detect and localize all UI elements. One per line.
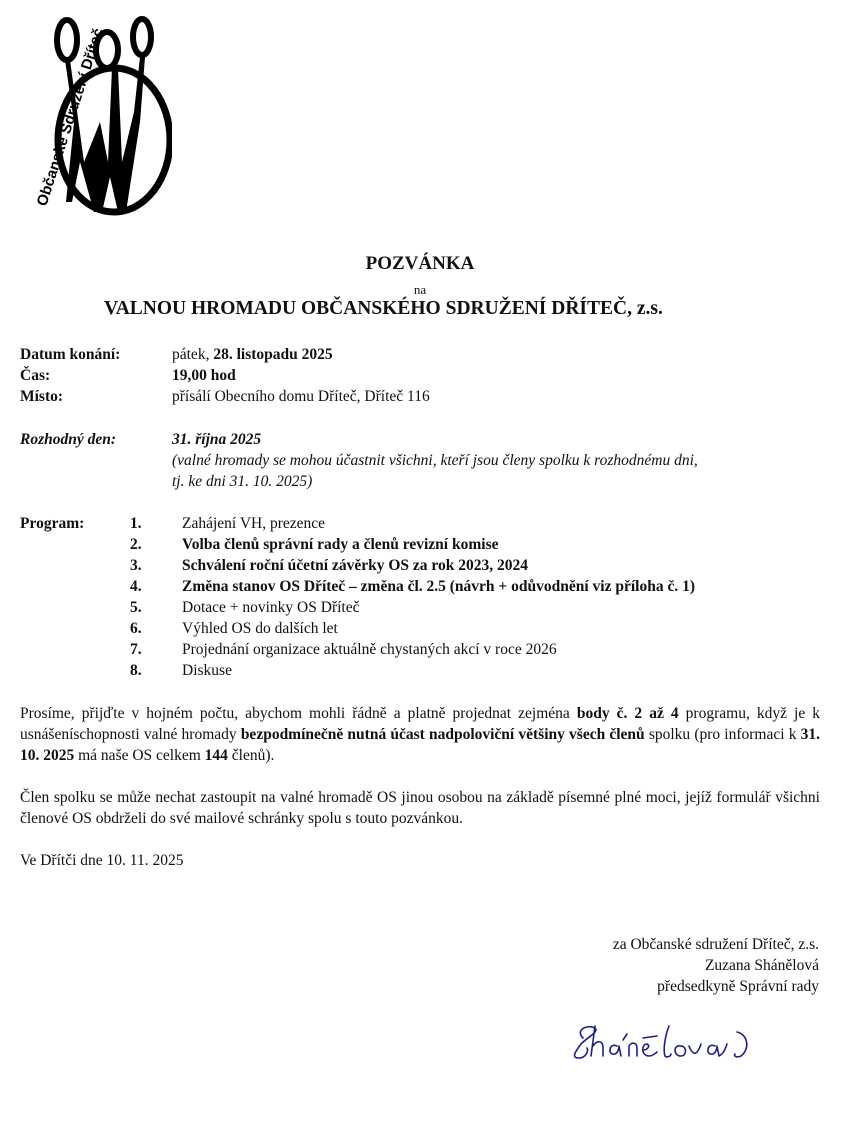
program-item-text: Diskuse	[182, 662, 232, 679]
signature-name: Zuzana Shánělová	[704, 957, 819, 974]
program-item-text: Volba členů správní rady a členů revizní komise	[182, 536, 499, 553]
program-item-number: 1.	[130, 515, 142, 532]
document-heading: VALNOU HROMADU OBČANSKÉHO SDRUŽENÍ DŘÍTEČ, z.s.	[104, 298, 663, 319]
decisive-note-2: tj. ke dni 31. 10. 2025)	[172, 473, 313, 490]
organization-logo	[22, 12, 172, 217]
program-item-number: 2.	[130, 536, 142, 553]
program-item-number: 6.	[130, 620, 142, 637]
place-date: Ve Dřítči dne 10. 11. 2025	[20, 852, 184, 869]
para1-bold-3: 31. 10. 2025	[20, 726, 820, 764]
program-item-text: Změna stanov OS Dříteč – změna čl. 2.5 (návrh + odůvodnění viz příloha č. 1)	[182, 578, 696, 595]
program-item-number: 3.	[130, 557, 142, 574]
place-label: Místo:	[20, 388, 64, 405]
decisive-value: 31. října 2025	[172, 431, 262, 448]
handwritten-signature	[565, 1018, 765, 1068]
program-item-text: Zahájení VH, prezence	[182, 515, 326, 532]
date-value-wrap	[172, 344, 333, 365]
para1-bold-2: bezpodmínečně nutná účast nadpoloviční většiny všech členů	[240, 726, 645, 743]
signature-block	[613, 934, 819, 997]
decisive-label: Rozhodný den:	[20, 431, 117, 448]
para1-bold-1: body č. 2 až 4	[576, 705, 679, 722]
para1-text-2: programu, když je k usnášeníschopnosti valné hromady	[20, 705, 821, 743]
signature-role: předsedkyně Správní rady	[657, 978, 819, 995]
date-prefix: pátek,	[172, 346, 210, 363]
decisive-note-1: (valné hromady se mohou účastnit všichni, kteří jsou členy spolku k rozhodnému dni,	[172, 452, 698, 469]
date-value: 28. listopadu 2025	[213, 346, 333, 363]
program-item-number: 8.	[130, 662, 142, 679]
program-item-text: Výhled OS do dalších let	[182, 620, 338, 637]
para1-text-1: Prosíme, přijďte v hojném počtu, abychom mohli řádně a platně projednat zejména	[20, 705, 577, 722]
program-item-text: Projednání organizace aktuálně chystaných akcí v roce 2026	[182, 641, 557, 658]
time-label: Čas:	[20, 367, 51, 384]
program-item-number: 4.	[130, 578, 142, 595]
para1-bold-4: 144	[204, 747, 228, 764]
date-label: Datum konání:	[20, 346, 121, 363]
para1-text-4: má naše OS celkem	[74, 747, 205, 764]
program-item-text: Dotace + novinky OS Dříteč	[182, 599, 360, 616]
program-item-number: 5.	[130, 599, 142, 616]
time-value: 19,00 hod	[172, 367, 236, 384]
program-label: Program:	[20, 515, 85, 532]
proxy-paragraph: Člen spolku se může nechat zastoupit na valné hromadě OS jinou osobou na základě písemné plné moci, jejíž formulář všichni členové OS obdrželi do své mailové schránky spolu s touto pozvánkou.	[20, 789, 820, 827]
document-title: POZVÁNKA	[365, 253, 475, 274]
document-subtitle: na	[413, 282, 427, 297]
signature-org: za Občanské sdružení Dříteč, z.s.	[612, 936, 819, 953]
para1-text-3: spolku (pro informaci k	[644, 726, 801, 743]
attendance-paragraph	[20, 703, 820, 766]
para1-text-5: členů).	[227, 747, 275, 764]
place-value: přísálí Obecního domu Dříteč, Dříteč 116	[172, 388, 430, 405]
program-item-number: 7.	[130, 641, 142, 658]
logo-text: Občanské Sdružení Dříteč	[33, 26, 108, 209]
program-item-text: Schválení roční účetní závěrky OS za rok 2023, 2024	[182, 557, 529, 574]
